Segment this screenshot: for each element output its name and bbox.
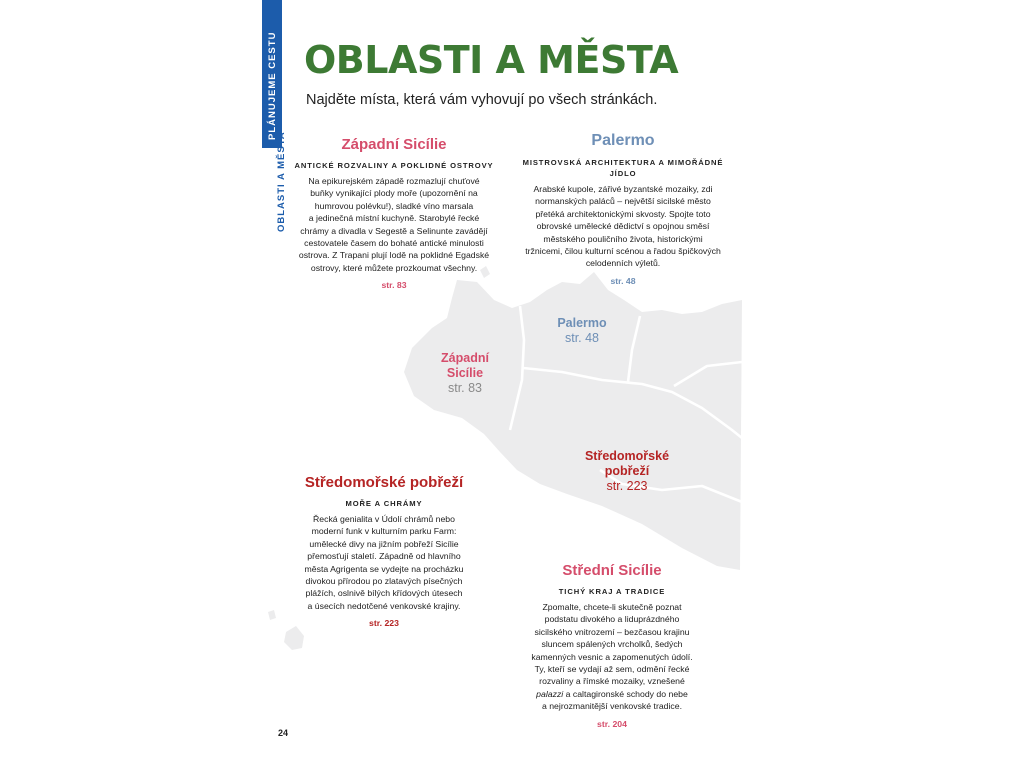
region-west-sicily	[284, 136, 504, 290]
map-label-west-name-2: Sicílie	[446, 366, 484, 380]
description-line: rozvaliny a římské mozaiky, vznešené	[539, 676, 685, 687]
description-line: Řecká genialita v Údolí chrámů nebo	[313, 514, 455, 524]
region-palermo	[504, 132, 742, 286]
map-label-palermo	[532, 316, 632, 346]
description-line: městského pouličního života, historickými	[543, 233, 703, 244]
region-description	[274, 513, 494, 612]
map-label-coast-name-1: Středomořské	[584, 449, 670, 463]
region-title: Středomořské pobřeží	[304, 474, 464, 491]
description-line: ostrova. Z Trapani plují lodě na poklidné Egadské	[298, 250, 490, 261]
description-line: umělecké divy na jižním pobřeží Sicílie	[309, 538, 459, 549]
description-line: přetéká architektonickými skvosty. Spojte toto	[535, 208, 711, 219]
guidebook-page	[262, 0, 762, 768]
description-line: přemosťují staletí. Západně od hlavního	[307, 551, 461, 562]
region-mediterranean-coast	[274, 474, 494, 628]
description-line: ostrovy, které můžete prozkoumat všechny.	[310, 262, 478, 273]
description-line: obrovské umělecké dědictví s opojnou směsí	[536, 221, 710, 232]
description-line: plážích, oslnivě bílých křídových útesech	[305, 588, 463, 599]
italic-term: palazzi	[536, 688, 564, 699]
region-title: Západní Sicílie	[341, 136, 447, 153]
description-line: sluncem spálených vrcholků, šedých	[541, 639, 683, 650]
map-island-detail	[284, 626, 304, 650]
description-line: Ty, kteří se vydají až sem, odmění řecké	[534, 664, 690, 675]
page-subtitle: Najděte místa, která vám vyhovují po všech stránkách.	[306, 92, 658, 108]
region-page-link[interactable]: str. 83	[381, 280, 407, 291]
map-label-west	[415, 351, 515, 396]
map-label-west-name-1: Západní	[441, 351, 489, 365]
description-line: divokou přírodou po zlatavých písečných	[305, 576, 463, 587]
description-fragment: a caltagironské schody do nebe	[563, 688, 688, 699]
region-subtitle: ANTICKÉ ROZVALINY A POKLIDNÉ OSTROVY	[294, 161, 494, 170]
description-line: cestovatele časem do bohaté antické minulosti	[304, 238, 484, 249]
map-label-palermo-page: str. 48	[564, 331, 600, 345]
map-label-west-page: str. 83	[447, 381, 483, 395]
subtitle-line: MISTROVSKÁ ARCHITEKTURA A MIMOŘÁDNÉ	[522, 158, 724, 167]
description-line: chrámy a divadla v Segestě a Selinunte zavádějí	[300, 225, 488, 236]
region-title: Střední Sicílie	[562, 562, 662, 579]
subtitle-line: JÍDLO	[609, 169, 637, 178]
map-label-palermo-name: Palermo	[557, 316, 607, 330]
region-central-sicily	[504, 562, 720, 729]
description-line: sicilského vnitrozemí – bezčasou krajinu	[534, 626, 690, 637]
map-label-coast	[572, 449, 682, 494]
description-line: celodenních výletů.	[585, 258, 661, 269]
region-page-link[interactable]: str. 204	[597, 718, 627, 729]
description-line: humrovou polévku!), sladké víno marsala	[314, 200, 474, 211]
region-description	[504, 183, 742, 270]
map-label-coast-page: str. 223	[606, 479, 648, 493]
page-number: 24	[278, 728, 289, 738]
region-page-link[interactable]: str. 223	[369, 618, 399, 629]
description-line: Arabské kupole, zářivé byzantské mozaiky, zdi	[533, 184, 713, 194]
description-line: Zpomalte, chcete-li skutečně poznat	[542, 602, 682, 612]
region-description	[284, 175, 504, 274]
description-line: normanských paláců – největší sicilské město	[535, 196, 711, 207]
description-line: Na epikurejském západě rozmazlují chuťové	[308, 176, 480, 186]
region-title: Palermo	[591, 132, 655, 149]
description-line: města Agrigenta se vydejte na procházku	[304, 563, 464, 574]
side-tab-label: PLÁNUJEME CESTU	[267, 31, 278, 140]
region-page-link[interactable]: str. 48	[610, 275, 636, 286]
description-line: tržnicemi, čilou kulturní scénou a řadou špičkových	[525, 246, 721, 257]
description-line	[504, 688, 720, 700]
region-subtitle: MOŘE A CHRÁMY	[345, 499, 423, 508]
description-line: kamenných vesnic a zapomenutých údolí.	[531, 651, 693, 662]
side-tab	[262, 0, 282, 148]
description-line: buňky vynikající plody moře (upozornění na	[310, 188, 478, 199]
region-subtitle	[504, 157, 742, 179]
side-section-label: OBLASTI A MĚSTA	[276, 131, 287, 232]
description-line: a jedinečná místní kuchyně. Starobylé řecké	[308, 213, 480, 224]
region-subtitle: TICHÝ KRAJ A TRADICE	[558, 587, 666, 596]
description-line: podstatu divokého a liduprázdného	[544, 614, 680, 625]
description-line: a nejrozmanitější venkovské tradice.	[541, 701, 683, 712]
region-description	[504, 601, 720, 713]
page-title: OBLASTI A MĚSTA	[304, 38, 679, 82]
description-line: moderní funk v kulturním parku Farm:	[311, 526, 457, 537]
description-line: a úsecích nedotčené venkovské krajiny.	[307, 600, 461, 611]
map-label-coast-name-2: pobřeží	[604, 464, 650, 478]
